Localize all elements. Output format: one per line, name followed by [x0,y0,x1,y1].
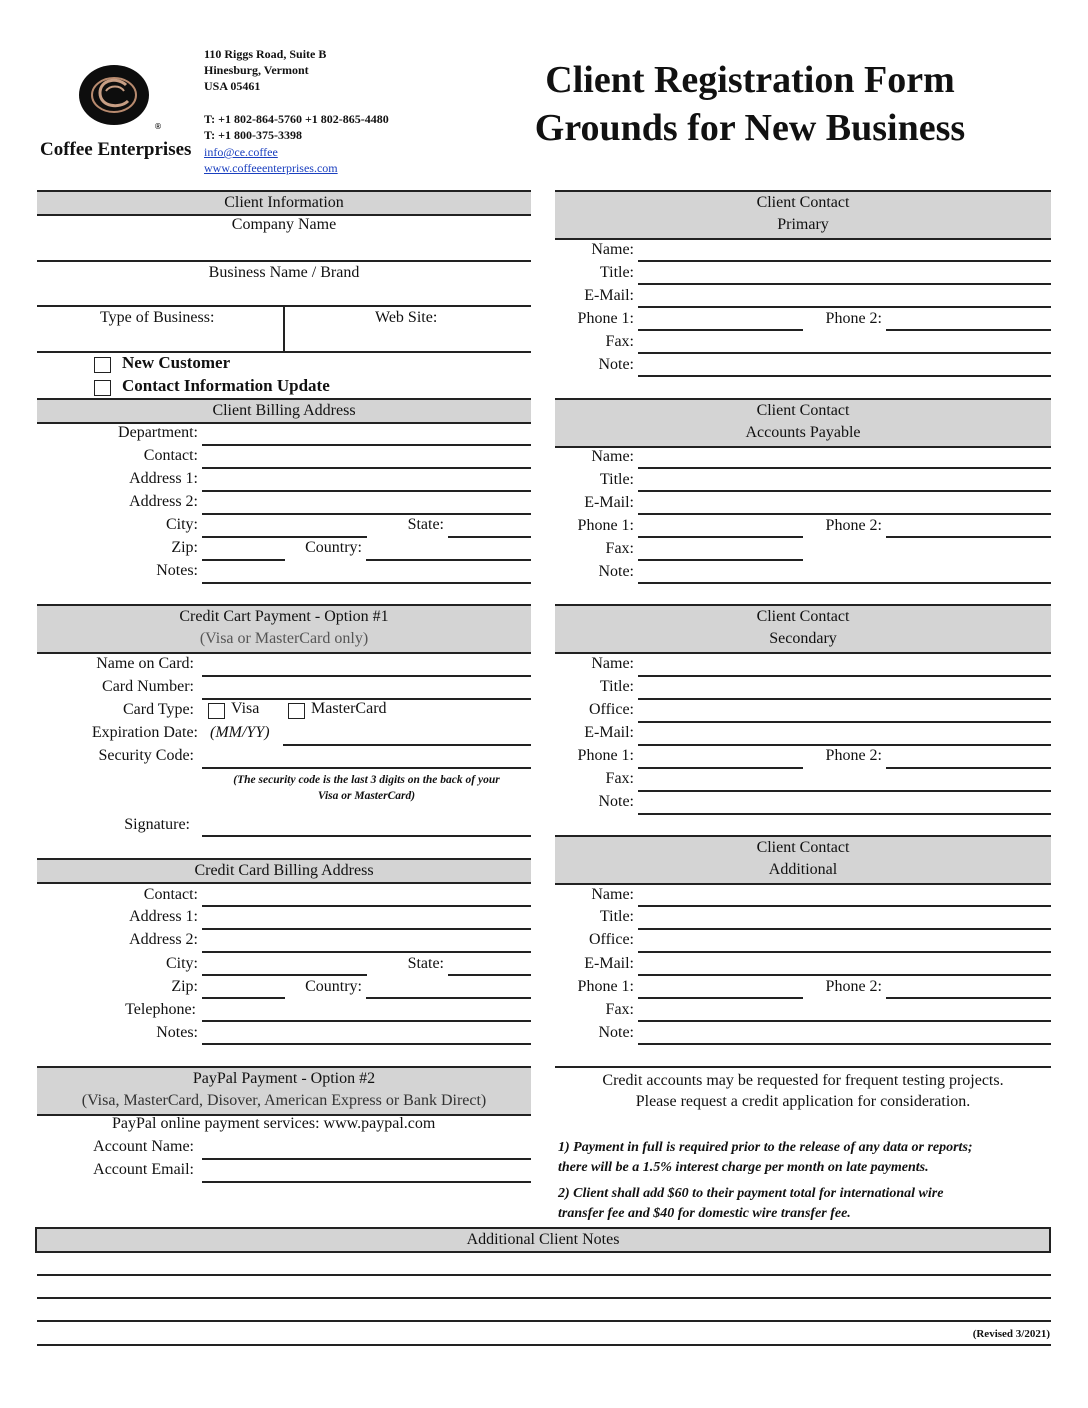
billing-country-field[interactable] [366,559,531,561]
contact-secondary-header [555,604,1051,654]
paypal-header-title: PayPal Payment - Option #2 [192,1070,376,1087]
expiration-label: Expiration Date: [91,724,198,741]
svg-text:®: ® [154,122,162,131]
billing-contact-label: Contact: [143,447,198,464]
ap-email-field[interactable] [638,513,1051,515]
additional-phone2-field[interactable] [886,997,1051,999]
primary-fax-field[interactable] [638,352,1051,354]
additional-phone1-label: Phone 1: [577,978,634,995]
ap-fax-label: Fax: [605,540,634,557]
cc-address1-label: Address 1: [129,908,198,925]
new-customer-label: New Customer [122,353,231,372]
payment-term-1-line2: there will be a 1.5% interest charge per month on late payments. [558,1160,929,1175]
cc-city-field[interactable] [202,974,367,976]
primary-email-field[interactable] [638,306,1051,308]
billing-city-label: City: [165,516,198,533]
billing-zip-field[interactable] [202,559,285,561]
name-on-card-field[interactable] [202,675,531,677]
secondary-office-field[interactable] [638,721,1051,723]
cc-country-label: Country: [305,978,362,995]
billing-notes-field[interactable] [202,582,531,584]
contact-primary-header-title: Client Contact [756,194,850,211]
cc-state-field[interactable] [448,974,531,976]
paypal-account-name-field[interactable] [202,1158,531,1160]
ap-fax-field[interactable] [638,559,803,561]
security-code-note-line1: (The security code is the last 3 digits on the back of your [233,774,500,786]
signature-label: Signature: [124,816,190,833]
billing-department-label: Department: [118,424,198,441]
primary-title-label: Title: [599,264,634,281]
credit-note-line2: Please request a credit application for consideration. [635,1093,971,1110]
additional-title-field[interactable] [638,928,1051,930]
contact-ap-header-title: Client Contact [756,402,850,419]
contact-primary-header-subtitle: Primary [777,216,829,233]
primary-name-label: Name: [591,241,634,258]
secondary-note-field[interactable] [638,813,1051,815]
cc-address2-field[interactable] [202,951,531,953]
cc-notes-field[interactable] [202,1043,531,1045]
billing-address1-label: Address 1: [129,470,198,487]
contact-additional-header-subtitle: Additional [768,861,838,878]
security-code-note-line2: Visa or MasterCard) [317,790,416,802]
cc-city-label: City: [165,955,198,972]
ap-phone1-field[interactable] [638,536,803,538]
credit-note-divider [555,1066,1051,1068]
primary-phone2-label: Phone 2: [825,310,882,327]
secondary-phone1-label: Phone 1: [577,747,634,764]
ap-note-field[interactable] [638,582,1051,584]
paypal-account-email-field[interactable] [202,1181,531,1183]
cc-address1-field[interactable] [202,928,531,930]
additional-note-field[interactable] [638,1043,1051,1045]
cc-billing-header: Credit Card Billing Address [37,858,531,884]
additional-notes-header: Additional Client Notes [35,1227,1051,1253]
cc-telephone-label: Telephone: [125,1001,196,1018]
security-code-label: Security Code: [98,747,194,764]
credit-card-header-title: Credit Cart Payment - Option #1 [179,608,389,625]
primary-name-field[interactable] [638,260,1051,262]
primary-phone1-label: Phone 1: [577,310,634,327]
paypal-header-subtitle: (Visa, MasterCard, Disover, American Express or Bank Direct) [81,1092,487,1109]
contact-secondary-header-subtitle: Secondary [769,630,837,647]
cc-state-label: State: [407,955,444,972]
additional-office-label: Office: [588,931,634,948]
cc-notes-label: Notes: [156,1024,198,1041]
type-of-business-label: Type of Business: [100,309,215,326]
credit-card-header [37,604,531,654]
additional-notes-line-3[interactable] [37,1320,1051,1322]
web-site-label: Web Site: [375,309,438,326]
ap-email-label: E-Mail: [584,494,634,511]
additional-name-label: Name: [591,886,634,903]
billing-state-field[interactable] [448,536,531,538]
secondary-fax-label: Fax: [605,770,634,787]
additional-office-field[interactable] [638,951,1051,953]
cc-telephone-field[interactable] [202,1020,531,1022]
cc-contact-field[interactable] [202,905,531,907]
secondary-phone1-field[interactable] [638,767,803,769]
paypal-account-name-label: Account Name: [93,1138,194,1155]
billing-department-field[interactable] [202,444,531,446]
company-address-line3: USA 05461 [204,79,261,93]
ap-name-label: Name: [591,448,634,465]
cc-address2-label: Address 2: [129,931,198,948]
card-type-label: Card Type: [122,701,194,718]
cc-contact-label: Contact: [143,886,198,903]
secondary-office-label: Office: [588,701,634,718]
billing-address2-field[interactable] [202,513,531,515]
primary-title-field[interactable] [638,283,1051,285]
visa-checkbox[interactable] [208,703,225,719]
additional-note-label: Note: [598,1024,634,1041]
additional-notes-line-4[interactable] [37,1344,1051,1346]
ap-phone2-field[interactable] [886,536,1051,538]
additional-fax-field[interactable] [638,1020,1051,1022]
logo-wordmark: Coffee Enterprises [40,139,192,160]
expiration-field[interactable] [283,744,531,746]
contact-update-label: Contact Information Update [122,376,330,395]
company-email-link[interactable]: info@ce.coffee [204,145,278,159]
paypal-services-text: PayPal online payment services: www.paypal.com [112,1115,436,1132]
additional-name-field[interactable] [638,905,1051,907]
secondary-fax-field[interactable] [638,790,1051,792]
mastercard-label: MasterCard [311,700,387,717]
mastercard-checkbox[interactable] [288,703,305,719]
company-address-line1: 110 Riggs Road, Suite B [204,47,327,61]
secondary-phone2-label: Phone 2: [825,747,882,764]
additional-notes-line-1[interactable] [37,1274,1051,1276]
primary-phone2-field[interactable] [886,329,1051,331]
credit-note-line1: Credit accounts may be requested for frequent testing projects. [602,1072,1004,1089]
ap-title-field[interactable] [638,490,1051,492]
ap-phone1-label: Phone 1: [577,517,634,534]
billing-zip-label: Zip: [171,539,198,556]
company-phone-line1: T: +1 802-864-5760 +1 802-865-4480 [204,112,389,126]
contact-ap-header [555,398,1051,448]
credit-card-header-subtitle: (Visa or MasterCard only) [199,630,369,647]
expiration-format-hint: (MM/YY) [210,724,270,741]
additional-email-label: E-Mail: [584,955,634,972]
form-title-line2: Grounds for New Business [534,107,966,149]
signature-field[interactable] [202,835,531,837]
billing-address1-field[interactable] [202,490,531,492]
visa-label: Visa [231,700,260,717]
company-phone-line2: T: +1 800-375-3398 [204,128,302,142]
billing-notes-label: Notes: [156,562,198,579]
additional-email-field[interactable] [638,974,1051,976]
business-name-label: Business Name / Brand [208,264,360,281]
ap-title-label: Title: [599,471,634,488]
additional-phone1-field[interactable] [638,997,803,999]
contact-ap-header-subtitle: Accounts Payable [745,424,861,441]
payment-term-1-line1: 1) Payment in full is required prior to the release of any data or reports; [558,1140,973,1155]
company-name-field[interactable] [37,260,531,262]
additional-title-label: Title: [599,908,634,925]
primary-email-label: E-Mail: [584,287,634,304]
additional-fax-label: Fax: [605,1001,634,1018]
primary-note-field[interactable] [638,375,1051,377]
secondary-name-field[interactable] [638,675,1051,677]
cc-zip-label: Zip: [171,978,198,995]
primary-phone1-field[interactable] [638,329,803,331]
contact-additional-header-title: Client Contact [756,839,850,856]
card-number-label: Card Number: [102,678,194,695]
paypal-account-email-label: Account Email: [93,1161,194,1178]
security-code-field[interactable] [202,767,531,769]
payment-term-2-line2: transfer fee and $40 for domestic wire transfer fee. [558,1206,851,1221]
additional-phone2-label: Phone 2: [825,978,882,995]
company-address-line2: Hinesburg, Vermont [204,63,309,77]
billing-address2-label: Address 2: [129,493,198,510]
company-website-link[interactable]: www.coffeeenterprises.com [204,161,338,175]
ap-note-label: Note: [598,563,634,580]
contact-primary-header [555,190,1051,240]
payment-term-2-line1: 2) Client shall add $60 to their payment total for international wire [558,1186,944,1201]
secondary-email-label: E-Mail: [584,724,634,741]
form-title-line1: Client Registration Form [545,59,955,101]
contact-additional-header [555,835,1051,885]
primary-fax-label: Fax: [605,333,634,350]
contact-secondary-header-title: Client Contact [756,608,850,625]
secondary-phone2-field[interactable] [886,767,1051,769]
secondary-title-field[interactable] [638,698,1051,700]
client-info-header: Client Information [37,190,531,216]
billing-country-label: Country: [305,539,362,556]
secondary-name-label: Name: [591,655,634,672]
cc-zip-field[interactable] [202,997,285,999]
secondary-note-label: Note: [598,793,634,810]
business-divider [283,305,285,351]
ap-phone2-label: Phone 2: [825,517,882,534]
revised-date: (Revised 3/2021) [972,1328,1050,1340]
primary-note-label: Note: [598,356,634,373]
billing-header: Client Billing Address [37,398,531,424]
paypal-header [37,1066,531,1116]
company-name-label: Company Name [231,216,337,233]
cc-country-field[interactable] [366,997,531,999]
type-web-field-line[interactable] [37,351,531,353]
new-customer-checkbox[interactable] [94,357,111,373]
contact-update-checkbox[interactable] [94,380,111,396]
billing-contact-field[interactable] [202,467,531,469]
ap-name-field[interactable] [638,467,1051,469]
additional-notes-line-2[interactable] [37,1297,1051,1299]
name-on-card-label: Name on Card: [96,655,194,672]
billing-state-label: State: [407,516,444,533]
secondary-title-label: Title: [599,678,634,695]
